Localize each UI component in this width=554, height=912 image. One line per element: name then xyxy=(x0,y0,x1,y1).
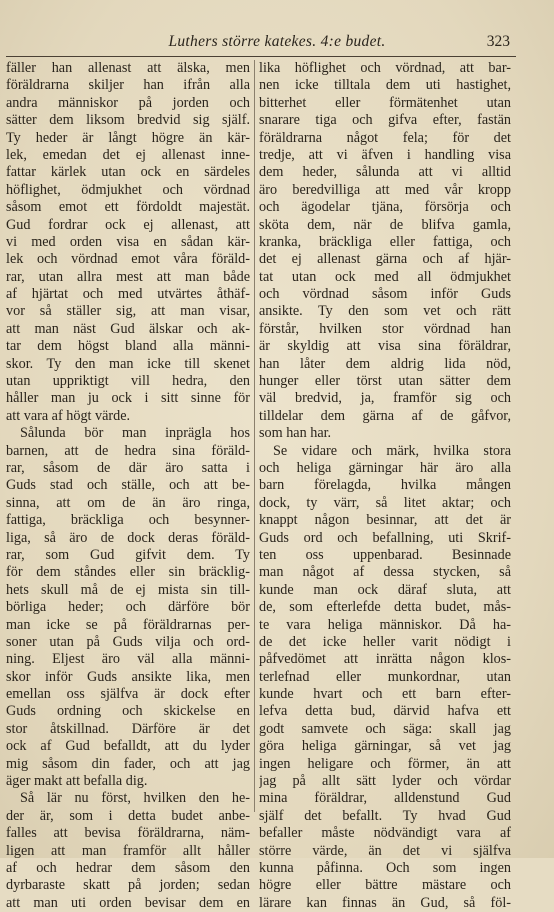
text-line: förstår, hvilken stor vördnad han xyxy=(259,320,511,337)
text-line: att vara af högt värde. xyxy=(6,407,131,424)
text-line: godt samvete och säga: skall jag xyxy=(259,720,511,737)
text-line: Se vidare och märk, hvilka stora xyxy=(273,442,511,459)
text-line: Så lär nu först, hvilken den he- xyxy=(20,790,250,807)
text-line: tredje, att vi äfven i handling visa xyxy=(259,146,511,163)
text-line: knappt någon besinnar, att det är xyxy=(259,512,511,529)
text-line: högre eller bättre mästare och xyxy=(259,877,511,894)
text-line: te vara heliga människor. Då ha- xyxy=(259,616,511,633)
text-line: mina föräldrar, alldenstund Gud xyxy=(259,790,511,807)
text-line: det ej allenast gärna och af hjär- xyxy=(259,251,511,268)
text-line: större värde, än det vi själfva xyxy=(259,842,511,859)
text-line: tat utan ock med all ödmjukhet xyxy=(259,268,511,285)
text-line: der är, som i detta budet anbe- xyxy=(6,807,250,824)
text-line: väl bredvid, ja, framför sig och xyxy=(259,390,511,407)
text-line: befaller måste nödvändigt vara af xyxy=(259,825,511,842)
text-line: fattar kärlek utan ock en särdeles xyxy=(6,164,250,181)
text-line: såsom emot ett fördoldt majestät. xyxy=(6,199,250,216)
text-line: föräldrarna skiljer han ifrån alla xyxy=(6,77,250,94)
column-divider xyxy=(254,60,255,812)
text-line: vor så ställer sig, att man visar, xyxy=(6,303,250,320)
text-line: af och hedrar dem såsom den xyxy=(6,859,250,876)
text-line: Guds stad och ställe, och att be- xyxy=(6,477,250,494)
text-line: ingen heligare och förmer, än att xyxy=(259,755,511,772)
text-line: nen icke tilltala dem uti hastighet, xyxy=(259,77,511,94)
text-line: göra heliga gärningar, så vet jag xyxy=(259,738,511,755)
text-line: soner utan på Guds vilja och ord- xyxy=(6,633,250,650)
text-line: lärare kan finnas än Gud, så föl- xyxy=(259,894,511,911)
text-line: emellan oss själfva är dock efter xyxy=(6,686,250,703)
text-line: tar dem högst bland alla männi- xyxy=(6,338,250,355)
header-rule xyxy=(6,56,516,57)
text-line: ligen att man framför allt håller xyxy=(6,842,250,859)
text-line: Guds ordning och skickelse en xyxy=(6,703,250,720)
text-line: ock af Gud befalldt, att du lyder xyxy=(6,738,250,755)
text-line: och heliga gärningar här äro alla xyxy=(259,459,511,476)
text-line: äro beredvilliga att med vår kropp xyxy=(259,181,511,198)
text-line: och ägodelar tjäna, försörja och xyxy=(259,199,511,216)
text-line: kunde man ock däraf sluta, att xyxy=(259,581,511,598)
text-line: fattiga, bräckliga och besynner- xyxy=(6,512,250,529)
text-line: snarare tiga och gifva efter, fastän xyxy=(259,112,511,129)
text-line: börliga heder; och därföre bör xyxy=(6,599,250,616)
text-line: Ty heder är långt högre än kär- xyxy=(6,129,250,146)
text-line: de det icke heller varit nödigt i xyxy=(259,633,511,650)
text-line: ning. Eljest äro väl alla männi- xyxy=(6,651,250,668)
running-title: Luthers större katekes. 4:e budet. xyxy=(168,33,386,50)
text-line: och vördnad såsom inför Guds xyxy=(259,286,511,303)
text-line: tilldelar dem gärna af de gåfvor, xyxy=(259,407,511,424)
text-line: som han har. xyxy=(259,425,332,442)
text-line: lika höflighet och vördnad, att bar- xyxy=(259,60,511,76)
text-column-right xyxy=(259,60,511,912)
text-line: är skyldig att visa sina föräldrar, xyxy=(259,338,511,355)
text-line: barnen, att de hedra sina föräld- xyxy=(6,442,250,459)
text-line: själf det befallt. Ty hvad Gud xyxy=(259,807,511,824)
text-line: lek och vördnad emot våra föräld- xyxy=(6,251,250,268)
text-line: falles att bevisa föräldrarna, näm- xyxy=(6,825,250,842)
text-line: lek, emedan det ej allenast inne- xyxy=(6,146,250,163)
text-line: terlefnad eller munkordnar, utan xyxy=(259,668,511,685)
text-line: kunna påfinna. Och som ingen xyxy=(259,859,511,876)
text-line: sätter dem liksom bredvid sig själf. xyxy=(6,112,250,129)
text-line: att man näst Gud älskar och ak- xyxy=(6,320,250,337)
text-column-left xyxy=(6,60,250,912)
text-line: sköta dem, när de blifva gamla, xyxy=(259,216,511,233)
page-header xyxy=(0,33,554,55)
text-line: håller man ju ock i sitt sinne för xyxy=(6,390,250,407)
text-line: kunde hvart och ett barn efter- xyxy=(259,686,511,703)
text-line: bitterhet eller förmätenhet utan xyxy=(259,94,511,111)
text-line: att man uti orden bevisar dem en xyxy=(6,894,250,911)
text-line: dock, ty värr, så litet aktar; och xyxy=(259,494,511,511)
text-line: skor. Ty den man icke till skenet xyxy=(6,355,250,372)
text-line: fäller han allenast att älska, men xyxy=(6,60,250,76)
text-line: kranka, bräckliga eller fattiga, och xyxy=(259,233,511,250)
text-line: vi med orden visa en sådan kär- xyxy=(6,233,250,250)
text-line: lefva detta bud, därvid hafva ett xyxy=(259,703,511,720)
text-line: Sålunda bör man inprägla hos xyxy=(20,425,250,442)
text-line: rar, utan allra mest att man både xyxy=(6,268,250,285)
text-line: höflighet, ödmjukhet och vördnad xyxy=(6,181,250,198)
text-line: dyrbaraste skatt på jorden; sedan xyxy=(6,877,250,894)
text-line: ten oss uppenbarad. Besinnade xyxy=(259,546,511,563)
text-line: påfvedömet att inrätta någon klos- xyxy=(259,651,511,668)
text-line: skor inför Guds ansikte lika, men xyxy=(6,668,250,685)
text-line: man icke se på föräldrarnas per- xyxy=(6,616,250,633)
text-line: man något af dessa stycken, så xyxy=(259,564,511,581)
text-line: sinna, att om de än äro ringa, xyxy=(6,494,250,511)
text-line: liga, så äro de dock deras föräld- xyxy=(6,529,250,546)
text-line: rar, såsom de där äro satta i xyxy=(6,459,250,476)
text-line: mig såsom din fader, och att jag xyxy=(6,755,250,772)
text-line: Guds ord och befallning, uti Skrif- xyxy=(259,529,511,546)
text-line: barn förelagda, hvilka mången xyxy=(259,477,511,494)
text-line: rar, som Gud gifvit dem. Ty xyxy=(6,546,250,563)
text-line: andra människor på jorden och xyxy=(6,94,250,111)
text-line: jag på allt sätt lyder och vördar xyxy=(259,773,511,790)
text-line: dem heder, sålunda att vi alltid xyxy=(259,164,511,181)
text-line: äger makt att befalla dig. xyxy=(6,773,148,790)
text-line: de, som efterlefde detta budet, mås- xyxy=(259,599,511,616)
text-line: hets skull må de ej mista sin till- xyxy=(6,581,250,598)
text-line: för dem ståndes eller sin bräcklig- xyxy=(6,564,250,581)
text-line: af hjärtat och med utvärtes åthäf- xyxy=(6,286,250,303)
text-line: ansikte. Ty den som vet och rätt xyxy=(259,303,511,320)
text-line: Gud fordrar ock ej allenast, att xyxy=(6,216,250,233)
page-number: 323 xyxy=(486,33,510,50)
text-line: han låter dem aldrig lida nöd, xyxy=(259,355,511,372)
text-line: stor åtskillnad. Därföre är det xyxy=(6,720,250,737)
text-line: hunger eller törst utan sätter dem xyxy=(259,373,511,390)
text-line: föräldrarna något fela; för det xyxy=(259,129,511,146)
text-line: utan uppriktigt vill hedra, den xyxy=(6,373,250,390)
